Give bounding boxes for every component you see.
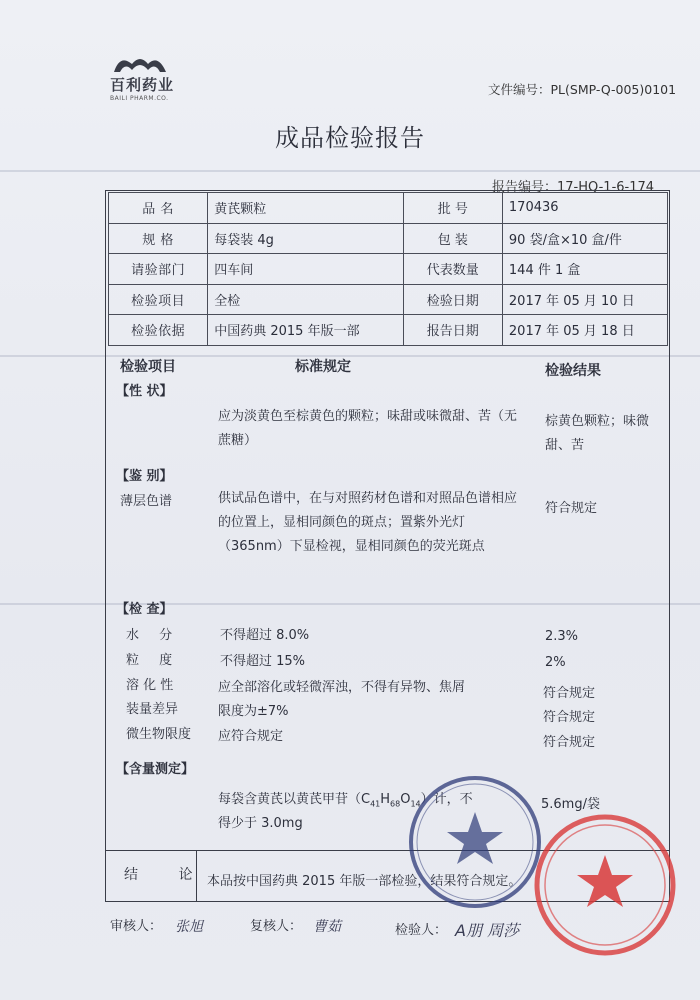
- section-assay: 【含量测定】: [116, 762, 195, 777]
- micro-standard: 应符合规定: [218, 729, 284, 744]
- moisture-standard: 不得超过 8.0%: [220, 628, 310, 643]
- tlc-result: 符合规定: [545, 501, 598, 516]
- table-row: [109, 193, 668, 224]
- header-table: [108, 192, 668, 346]
- appearance-standard: 应为淡黄色至棕黄色的颗粒；味甜或味微甜、苦（无蔗糖）: [218, 409, 518, 448]
- solubility-item: 溶 化 性: [126, 678, 174, 693]
- inspector-signature: A朋 周莎: [455, 921, 520, 940]
- moisture-result: 2.3%: [545, 629, 579, 644]
- item-value: 全检: [208, 284, 403, 315]
- granule-result: 2%: [545, 655, 566, 670]
- granule-item: 粒 度: [126, 653, 181, 668]
- table-row: [109, 284, 668, 315]
- batch-value: 170436: [502, 193, 667, 224]
- table-row: [109, 223, 668, 254]
- tlc-standard: 供试品色谱中，在与对照药材色谱和对照品色谱相应的位置上，显相同颜色的斑点；置紫外光灯（365nm）下显检视，显相同颜色的荧光斑点: [218, 491, 518, 554]
- package-value: 90 袋/盒×10 盒/件: [502, 223, 667, 254]
- basis-value: 中国药典 2015 年版一部: [208, 315, 403, 346]
- package-label: 包 装: [403, 223, 502, 254]
- test-date-label: 检验日期: [403, 284, 502, 315]
- qty-value: 144 件 1 盒: [502, 254, 667, 285]
- solubility-standard: 应全部溶化或轻微浑浊，不得有异物、焦屑: [218, 680, 466, 695]
- reviewer-label: 审核人：: [110, 919, 163, 934]
- quality-dept-seal-icon: [405, 772, 545, 912]
- micro-item: 微生物限度: [126, 727, 192, 742]
- page-title: 成品检验报告: [275, 124, 425, 152]
- weight-result: 符合规定: [543, 710, 596, 725]
- section-inspection: 【检 查】: [116, 602, 173, 617]
- product-label: 品 名: [109, 193, 208, 224]
- logo-mark-icon: [110, 52, 170, 74]
- solubility-result: 符合规定: [543, 686, 596, 701]
- checker-signature: 曹茹: [313, 919, 341, 935]
- section-appearance: 【性 状】: [116, 384, 173, 399]
- weight-standard: 限度为±7%: [218, 704, 289, 719]
- assay-result: 5.6mg/袋: [541, 797, 600, 812]
- spec-label: 规 格: [109, 223, 208, 254]
- report-date-label: 报告日期: [403, 315, 502, 346]
- item-label: 检验项目: [109, 284, 208, 315]
- company-seal-icon: [530, 810, 680, 960]
- assay-standard-line2: 得少于 3.0mg: [218, 816, 303, 831]
- company-logo: [110, 52, 190, 102]
- weight-item: 装量差异: [126, 702, 179, 717]
- column-header-result: 检验结果: [545, 363, 601, 379]
- spec-value: 每袋装 4g: [208, 223, 403, 254]
- paper-fold: [0, 170, 700, 172]
- column-header-item: 检验项目: [120, 359, 176, 375]
- section-identification: 【鉴 别】: [116, 469, 173, 484]
- column-header-standard: 标准规定: [295, 359, 351, 375]
- checker-label: 复核人：: [250, 919, 303, 934]
- file-number: 文件编号：PL(SMP-Q-005)0101: [488, 82, 677, 97]
- inspector-label: 检验人：: [395, 923, 448, 938]
- table-row: [109, 315, 668, 346]
- report-number: 报告编号：17-HQ-1-6-174: [492, 180, 655, 195]
- basis-label: 检验依据: [109, 315, 208, 346]
- micro-result: 符合规定: [543, 735, 596, 750]
- moisture-item: 水 分: [126, 628, 181, 643]
- assay-standard-line1: 每袋含黄芪以黄芪甲苷$(C_{41}H_{68}O_{14})$计，不: [218, 792, 473, 809]
- conclusion-text: 本品按中国药典 2015 年版一部检验，结果符合规定。: [207, 874, 522, 889]
- batch-label: 批 号: [403, 193, 502, 224]
- table-row: [109, 254, 668, 285]
- appearance-result: 棕黄色颗粒；味微甜、苦: [545, 414, 650, 453]
- qty-label: 代表数量: [403, 254, 502, 285]
- company-name-en: BAILI PHARM.CO.: [110, 95, 169, 102]
- dept-value: 四车间: [208, 254, 403, 285]
- company-name-cn: 百利药业: [110, 76, 175, 94]
- test-date-value: 2017 年 05 月 10 日: [502, 284, 667, 315]
- conclusion-label: 结 论: [124, 867, 211, 883]
- report-date-value: 2017 年 05 月 18 日: [502, 315, 667, 346]
- tlc-item: 薄层色谱: [120, 494, 173, 509]
- granule-standard: 不得超过 15%: [220, 654, 306, 669]
- reviewer-signature: 张旭: [175, 919, 203, 935]
- dept-label: 请验部门: [109, 254, 208, 285]
- product-value: 黄芪颗粒: [208, 193, 403, 224]
